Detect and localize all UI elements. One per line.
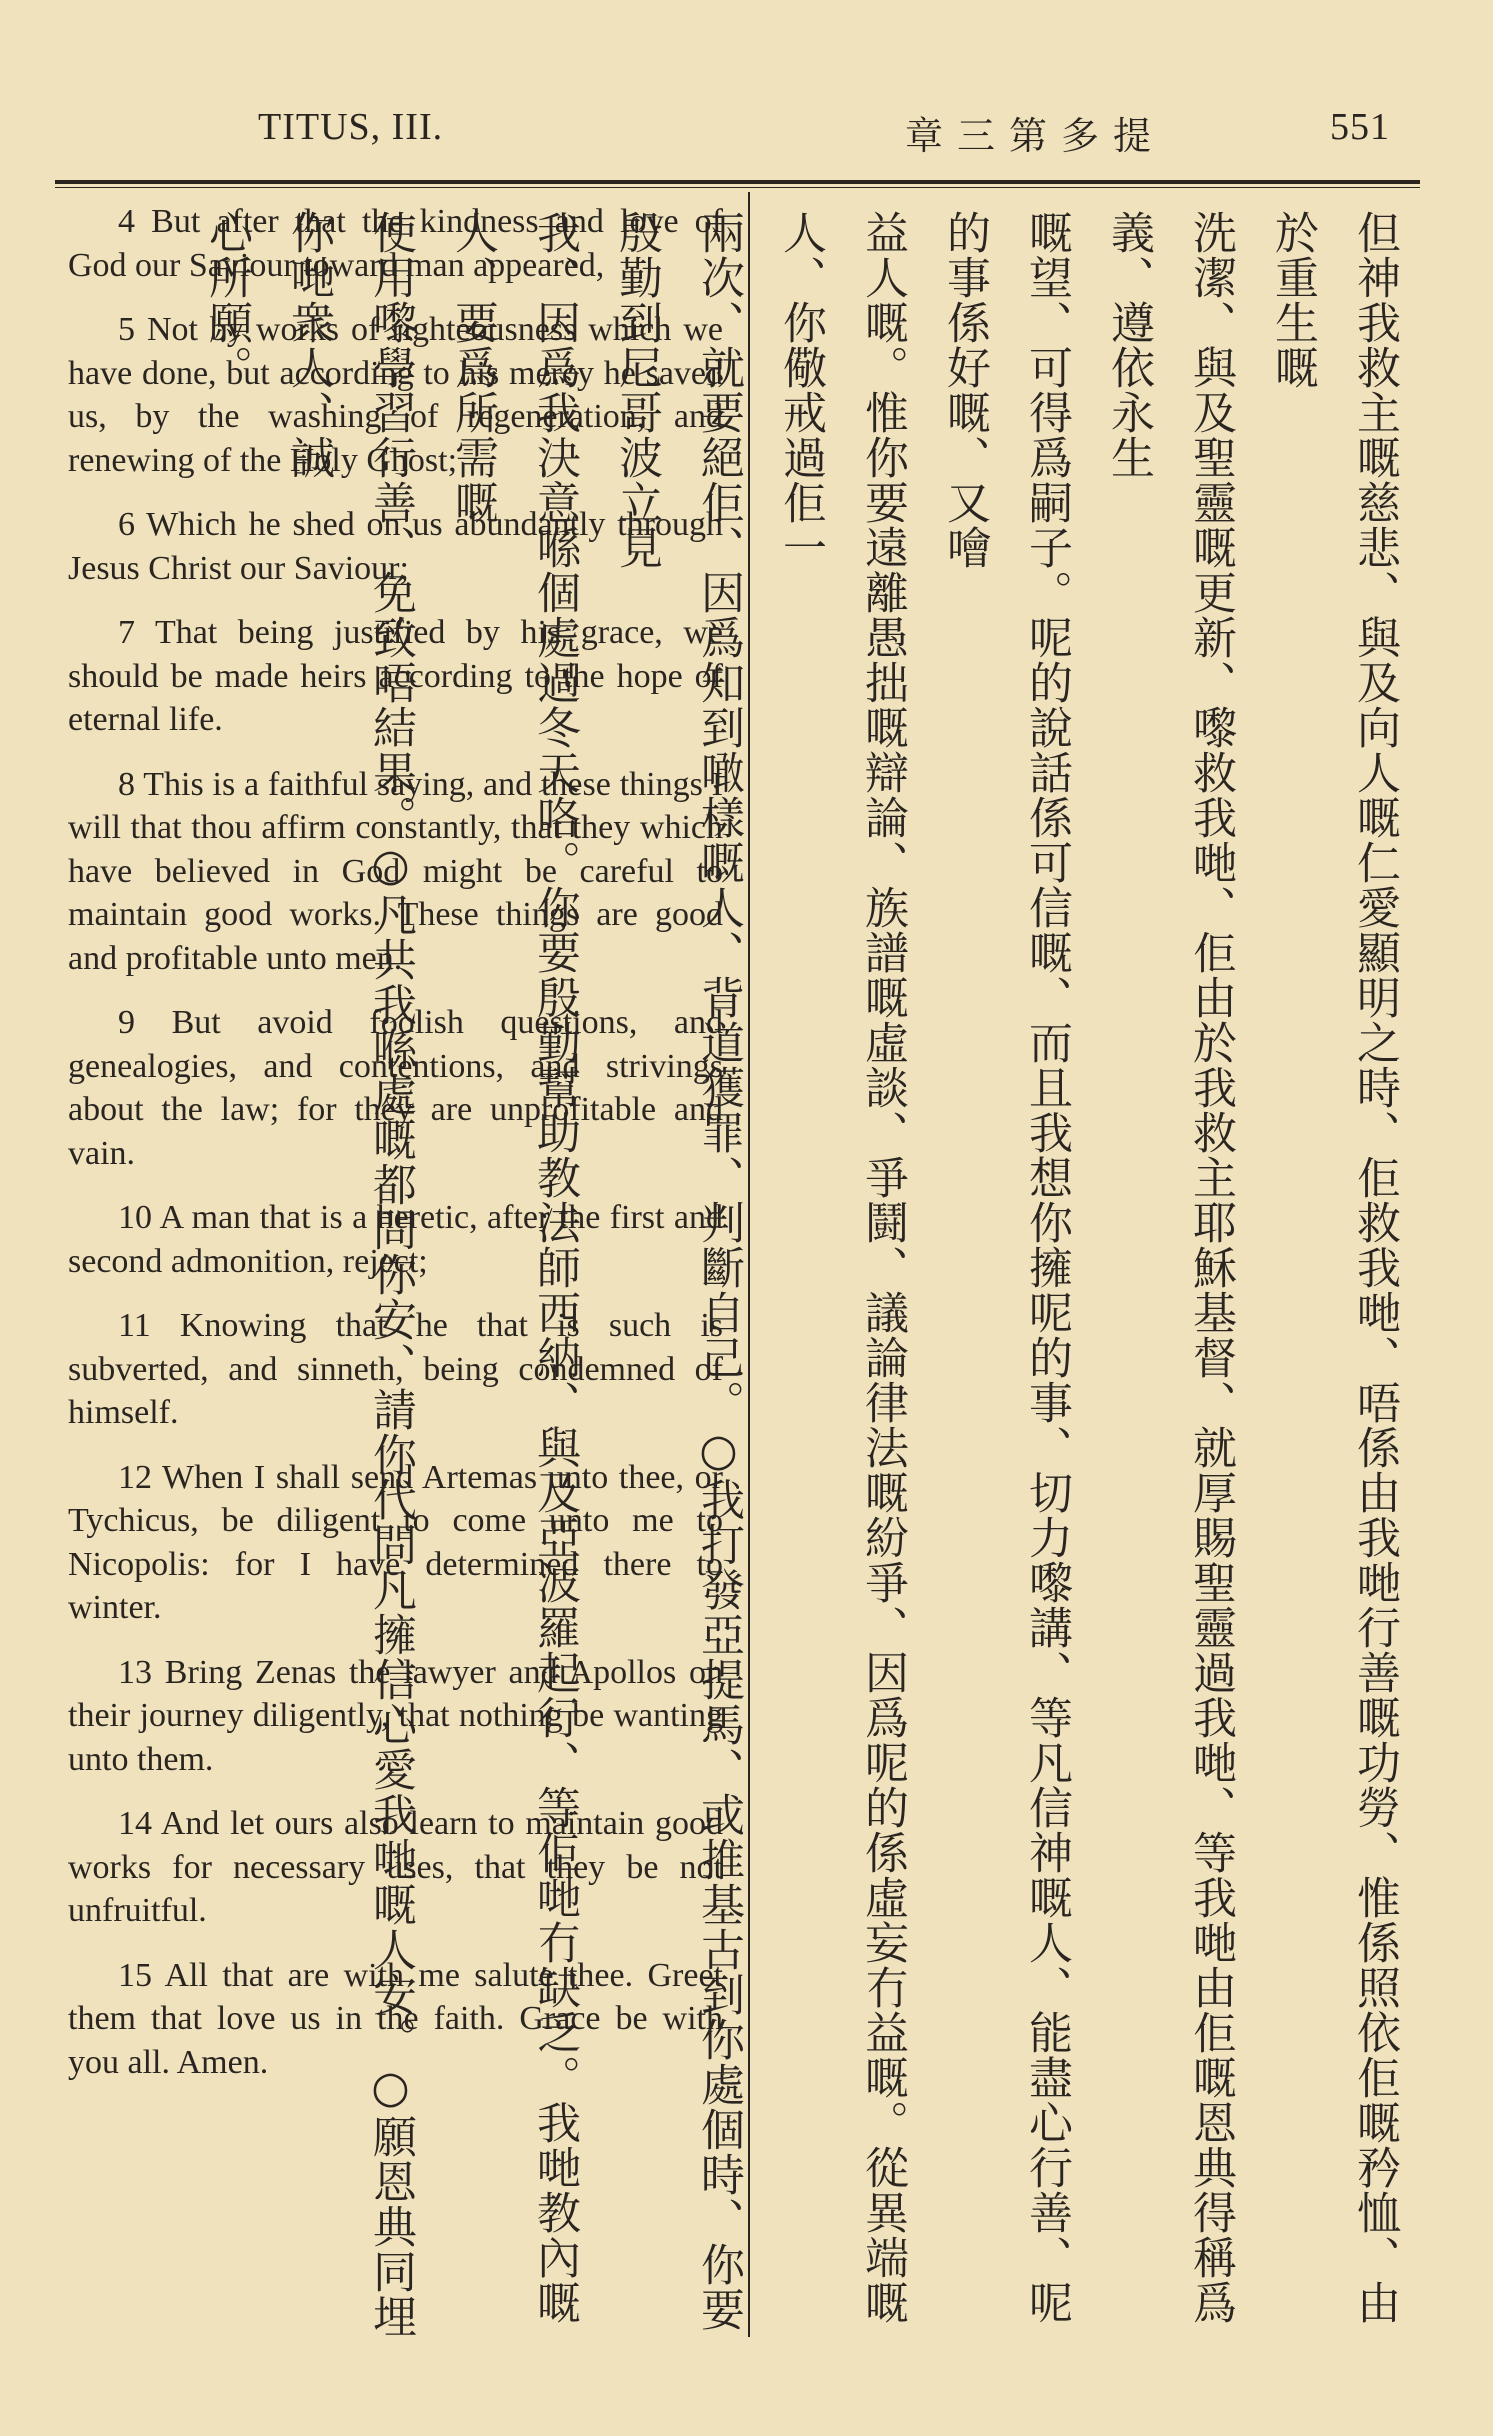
- verse-7: 7 That being justified by his grace, we should be made heirs according to the hope of eternal life.: [68, 614, 723, 738]
- verse-10: 10 A man that is a heretic, after the first and second admonition, reject;: [68, 1199, 723, 1280]
- verse-15: 15 All that are with me salute thee. Greet them that love us in the faith. Grace be with you all. Amen.: [68, 1956, 723, 2081]
- chinese-line-2: 洗潔、與及聖靈嘅更新、嚟救我哋、佢由於我救主耶穌基督、就厚賜聖靈過我哋、等我哋由佢嘅恩典得稱爲義、遵依永生: [1103, 210, 1236, 2325]
- verse-4: 4 But after that the kindness and love of God our Saviour toward man appeared,: [68, 203, 723, 284]
- verse-14: 14 And let ours also learn to maintain good works for necessary uses, that they be not unfruitful.: [68, 1805, 723, 1929]
- header-rule-thin: [55, 187, 1420, 188]
- verse-8: 8 This is a faithful saying, and these things I will that thou affirm constantly, that they which have believed in God might be careful to maintain good works. These things are good and profitable unto men.: [68, 765, 723, 977]
- chinese-line-4: 益人嘅。惟你要遠離愚拙嘅辯論、族譜嘅虛談、爭鬪、議論律法嘅紛爭、因爲呢的係虛妄冇益嘅。從異端嘅人、你儆戒過佢一: [775, 210, 908, 2325]
- verse-9: 9 But avoid foolish questions, and genealogies, and contentions, and strivings about the law; for they are unprofitable and vain.: [68, 1004, 723, 1172]
- verse-12: 12 When I shall send Artemas unto thee, or Tychicus, be diligent to come unto me to Nicopolis: for I have determined there to winter.: [68, 1458, 723, 1626]
- chinese-running-title: 章三第多提: [905, 114, 1166, 158]
- chinese-line-7: 使用嚟學習行善、免致唔結果。○凡共我喺處嘅都問你安、請你代問凡擁信心愛我哋嘅人安。○願恩典同埋你哋衆人、誠: [283, 210, 416, 2339]
- english-running-title: TITUS, III.: [258, 106, 444, 148]
- header-rule: [55, 180, 1420, 184]
- verse-13: 13 Bring Zenas the lawyer and Apollos on their journey diligently, that nothing be wanting unto them.: [68, 1653, 723, 1778]
- chinese-line-5: 兩次、就要絕佢、因爲知到噉樣嘅人、背道獲罪、判斷自己。○我打發亞提馬、或推基古到你處個時、你要殷勤到尼哥波立見: [611, 210, 744, 2332]
- page-number: 551: [1330, 106, 1390, 148]
- verse-11: 11 Knowing that he that is such is subverted, and sinneth, being condemned of himself.: [68, 1307, 723, 1431]
- verse-5: 5 Not by works of righteousness which we have done, but according to his mercy he saved us, by the washing of regeneration, and renewing of the Holy Ghost;: [68, 311, 723, 479]
- chinese-line-8: 心所願。: [201, 210, 252, 390]
- chinese-line-3: 嘅望、可得爲嗣子。呢的說話係可信嘅、而且我想你擁呢的事、切力嚟講、等凡信神嘅人、能盡心行善、呢的事係好嘅、又噲: [939, 210, 1072, 2325]
- verse-6: 6 Which he shed on us abundantly through Jesus Christ our Saviour;: [68, 506, 723, 587]
- chinese-line-6: 我、因爲我決意喺個處過冬天咯。你要殷勤幫助教法師西納、與及亞波羅起行、等佢哋冇缺乏。我哋教內嘅人、要爲所需嘅: [447, 210, 580, 2325]
- chinese-line-1: 但神我救主嘅慈悲、與及向人嘅仁愛顯明之時、佢救我哋、唔係由我哋行善嘅功勞、惟係照依佢嘅矜恤、由於重生嘅: [1267, 210, 1400, 2325]
